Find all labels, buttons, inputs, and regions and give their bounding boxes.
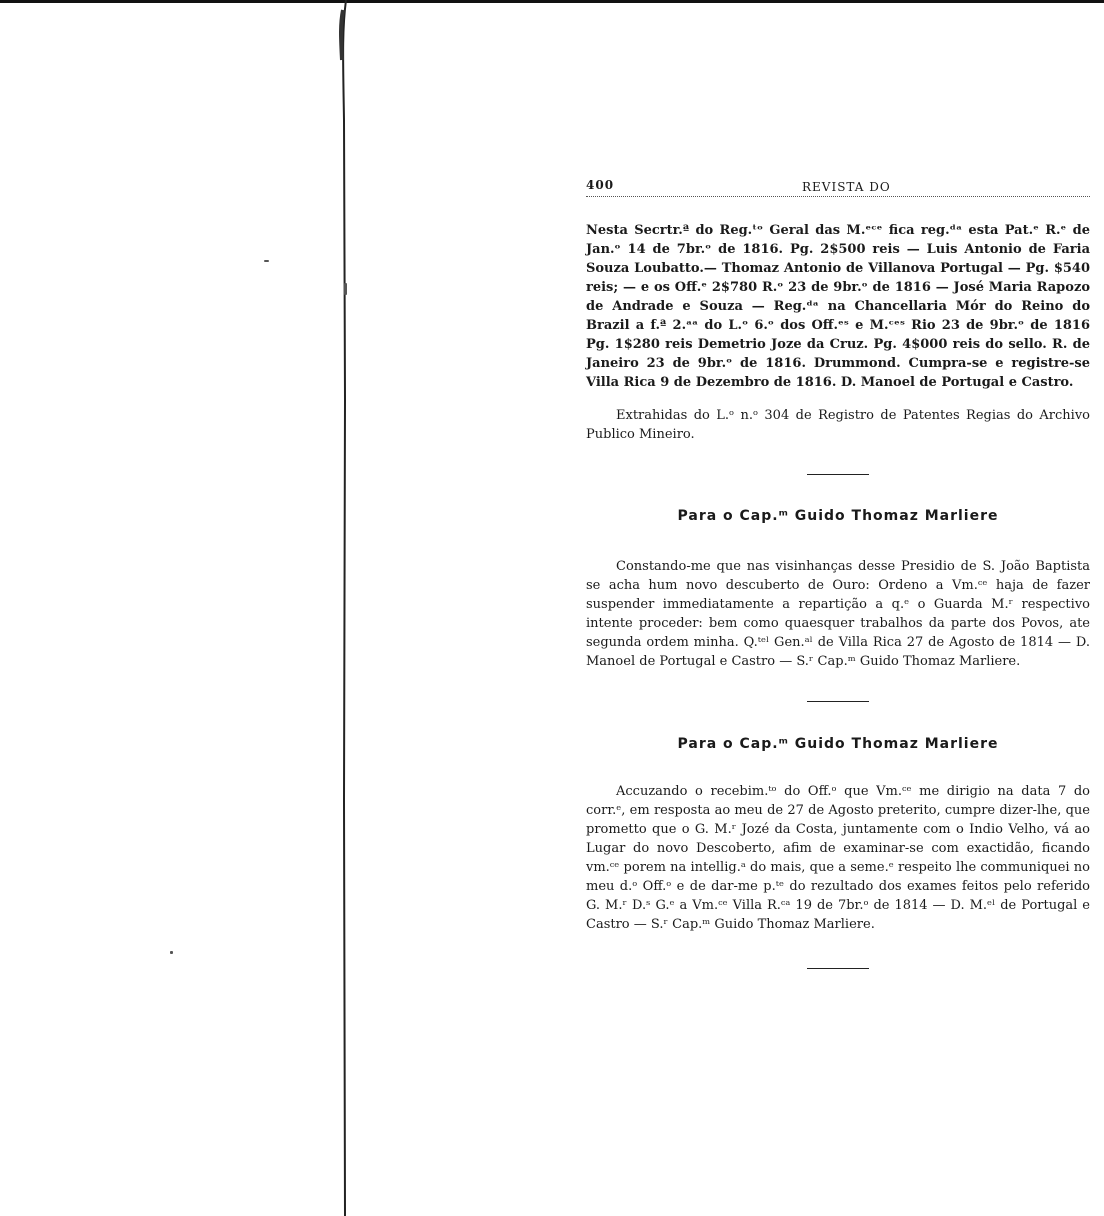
scan-top-border (0, 0, 1104, 3)
section-separator (807, 701, 869, 702)
source-note: Extrahidas do L.ᵒ n.ᵒ 304 de Registro de Patentes Regias do Archivo Publico Mineiro. (586, 408, 1090, 442)
continuation-paragraph: Nesta Secrtr.ª do Reg.ᵗᵒ Geral das M.ᵉᶜᵉ fica reg.ᵈᵃ esta Pat.ᵉ R.ᵉ de Jan.ᵒ 14 de 7br.ᵒ de 1816. Pg. 2$500 reis — Luis Antonio de Faria Souza Loubatto.— Thomaz Antonio de Villanova Portugal — Pg. $540 reis; — e os Off.ᵉ 2$780 R.ᵒ 23 de 9br.ᵒ de 1816 — José Maria Rapozo de Andrade e Souza — Reg.ᵈᵃ na Chancellaria Mór do Reino do Brazil a f.ª 2.ᵃᵃ do L.ᵒ 6.ᵒ dos Off.ᵉˢ e M.ᶜᵉˢ Rio 23 de 9br.ᵒ de 1816 Pg. 1$280 reis Demetrio Joze da Cruz. Pg. 4$000 reis do sello. R. de Janeiro 23 de 9br.ᵒ de 1816. Drummond. Cumpra-se e registre-se Villa Rica 9 de Dezembro de 1816. D. Manoel de Portugal e Castro. (586, 223, 1090, 390)
letter-heading: Para o Cap.ᵐ Guido Thomaz Marliere (677, 736, 999, 752)
section-separator (807, 474, 869, 475)
running-title: REVISTA DO (802, 180, 891, 194)
scan-speck (344, 283, 347, 295)
book-page (586, 176, 1090, 969)
section-separator (807, 968, 869, 969)
scan-speck (264, 260, 269, 262)
letter-body: Constando-me que nas visinhanças desse Presidio de S. João Baptista se acha hum novo descuberto de Ouro: Ordeno a Vm.ᶜᵉ haja de fazer suspender immediatamente a repartição a q.ᵉ o Guarda M.ʳ respectivo intente proceder: bem como quaesquer trabalhos da parte dos Povos, ate segunda ordem minha. Q.ᵗᵉˡ Gen.ᵃˡ de Villa Rica 27 de Agosto de 1814 — D. Manoel de Portugal e Castro — S.ʳ Cap.ᵐ Guido Thomaz Marliere. (586, 559, 1090, 669)
book-spine-shadow (340, 0, 354, 1216)
letter-body: Accuzando o recebim.ᵗᵒ do Off.ᵒ que Vm.ᶜᵉ me dirigio na data 7 do corr.ᵉ, em resposta ao meu de 27 de Agosto preterito, cumpre dizer-lhe, que prometto que o G. M.ʳ Jozé da Costa, juntamente com o Indio Velho, vá ao Lugar do novo Descoberto, afim de examinar-se com exactidão, ficando vm.ᶜᵉ porem na intellig.ᵃ do mais, que a seme.ᵉ respeito lhe communiquei no meu d.ᵒ Off.ᵒ e de dar-me p.ᵗᵉ do rezultado dos exames feitos pelo referido G. M.ʳ D.ˢ G.ᵉ a Vm.ᶜᵉ Villa R.ᶜᵃ 19 de 7br.ᵒ de 1814 — D. M.ᵉˡ de Portugal e Castro — S.ʳ Cap.ᵐ Guido Thomaz Marliere. (586, 784, 1090, 932)
letter-heading: Para o Cap.ᵐ Guido Thomaz Marliere (677, 508, 999, 524)
scan-speck (170, 951, 173, 954)
running-head (586, 176, 1090, 197)
page-number: 400 (586, 178, 615, 192)
